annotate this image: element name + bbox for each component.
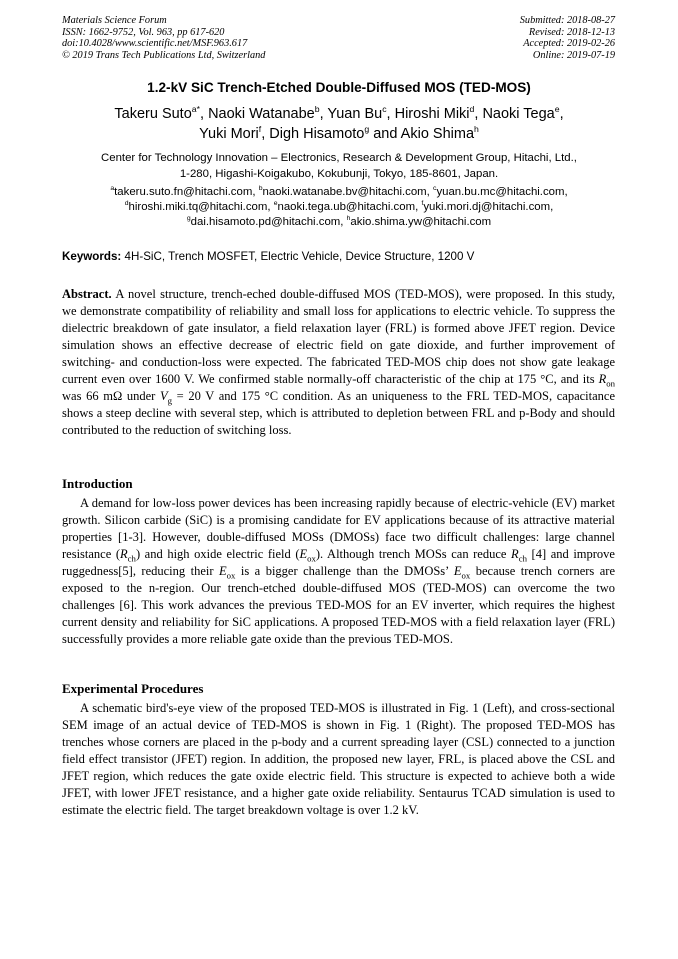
author: Takeru Suto$^{a*}$ xyxy=(114,104,200,122)
date-revised: Revised: 2018-12-13 xyxy=(528,26,615,38)
email-list: $^a$takeru.suto.fn@hitachi.com, $^b$naoki.watanabe.bv@hitachi.com, $^c$yuan.bu.mc@hitachi.com, $^d$hiroshi.miki.tq@hitachi.com, $^e$naoki.tega.ub@hitachi.com, $^f$yuki.mori.dj@hitachi.com, $^g$dai.hisamoto.pd@hitachi.com, $^h$akio.shima.yw@hitachi.com xyxy=(110,185,568,228)
section-heading-introduction: Introduction xyxy=(62,476,133,491)
author: Digh Hisamoto$^g$ xyxy=(269,124,370,142)
date-online: Online: 2019-07-19 xyxy=(532,49,615,61)
keywords-text: 4H-SiC, Trench MOSFET, Electric Vehicle, Device Structure, 1200 V xyxy=(124,250,475,263)
author-list: Takeru Suto$^{a*}$, Naoki Watanabe$^b$, Yuan Bu$^c$, Hiroshi Miki$^d$, Naoki Tega$^e$, Yuki Mori$^f$, Digh Hisamoto$^g$ and Akio Shima$^h$ xyxy=(114,104,564,142)
author: Akio Shima$^h$ xyxy=(400,124,479,142)
email[interactable]: $^a$takeru.suto.fn@hitachi.com xyxy=(110,185,253,198)
affiliation: Center for Technology Innovation – Electronics, Research & Development Group, Hitachi, Ltd., 1-280, Higashi-Koigakubo, Kokubunji, Tokyo, 185-8601, Japan. xyxy=(101,152,577,180)
author: Yuan Bu$^c$ xyxy=(327,104,387,122)
email[interactable]: $^d$hiroshi.miki.tq@hitachi.com xyxy=(124,200,268,213)
email[interactable]: $^b$naoki.watanabe.bv@hitachi.com xyxy=(258,185,427,198)
paper-title: 1.2-kV SiC Trench-Etched Double-Diffused MOS (TED-MOS) xyxy=(147,80,531,95)
journal-header-left xyxy=(62,15,265,61)
date-submitted: Submitted: 2018-08-27 xyxy=(519,15,615,26)
journal-issn: ISSN: 1662-9752, Vol. 963, pp 617-620 xyxy=(62,26,225,38)
email[interactable]: $^e$naoki.tega.ub@hitachi.com xyxy=(273,200,416,213)
email[interactable]: $^g$dai.hisamoto.pd@hitachi.com xyxy=(186,215,341,228)
author: Naoki Watanabe$^b$ xyxy=(208,104,320,122)
abstract: Abstract. A novel structure, trench-eched double-diffused MOS (TED-MOS), were proposed. In this study, we demonstrate compatibility of reliability and small loss for applications to electric vehicle. To suppress the dielectric breakdown of gate insulator, a field relaxation layer (FRL) is formed above JFET region. Device simulation shows an effective decrease of electric field on gate dioxide, and further improvement of switching- and conduction-loss were expected. The fabricated TED-MOS chip does not show gate leakage current even over 1600 V. We confirmed stable normally-off characteristic of the chip at 175 °C, and its $R_{on}$ was 66 mΩ under $V_g = 20$ V and 175 °C condition. As an uniqueness to the FRL TED-MOS, capacitance shows a steep decline with several step, which is attributed to depletion between FRL and p-Body and should contributed to the reduction of switching loss. xyxy=(62,287,616,437)
keywords xyxy=(62,250,622,263)
experimental-paragraph: A schematic bird's-eye view of the proposed TED-MOS is illustrated in Fig. 1 (Left), and cross-sectional SEM image of an actual device of TED-MOS is shown in Fig. 1 (Right). The proposed TED-MOS has trenches whose corners are placed in the p-body and a current spreading layer (CSL) connected to a junction field effect transistor (JFET) region. In addition, the proposed new layer, FRL, is placed above the CSL and JFET region, which reduces the gate oxide electric field. This structure is expected to achieve both a wide JFET, with lower JFET resistance, and a higher gate oxide reliability. Sentaurus TCAD simulation is used to estimate the electric field. The target breakdown voltage is over 1.2 kV. xyxy=(62,701,615,817)
section-heading-experimental: Experimental Procedures xyxy=(62,681,204,696)
author: Yuki Mori$^f$ xyxy=(199,124,262,142)
journal-header-right xyxy=(520,15,615,61)
date-accepted: Accepted: 2019-02-26 xyxy=(523,38,615,50)
journal-copyright: © 2019 Trans Tech Publications Ltd, Switzerland xyxy=(62,49,266,61)
journal-doi: doi:10.4028/www.scientific.net/MSF.963.617 xyxy=(62,38,248,50)
introduction-paragraph: A demand for low-loss power devices has been increasing rapidly because of electric-vehicle (EV) market growth. Silicon carbide (SiC) is a promising candidate for EV applications because of its attractive material properties [1-3]. However, double-diffused MOSs (DMOSs) face two difficult challenges: large channel resistance $(R_{ch})$ and high oxide electric field $(E_{ox})$. Although trench MOSs can reduce $R_{ch}$ [4] and improve ruggedness[5], reducing their $E_{ox}$ is a bigger challenge than the DMOSs’ $E_{ox}$ because trench corners are exposed to the n-region. Our trench-etched double-diffused MOS (TED-MOS) can overcome the two challenges [6]. This work advances the previous TED-MOS for an EV inverter, which requires the highest current density and reliability for SiC applications. A proposed TED-MOS with a field relaxation layer (FRL) successfully provides a more reliable gate oxide than the previous TED-MOS. xyxy=(62,496,615,646)
email[interactable]: $^f$yuki.mori.dj@hitachi.com xyxy=(421,200,551,213)
email[interactable]: $^c$yuan.bu.mc@hitachi.com xyxy=(433,185,565,198)
keywords-label: Keywords: xyxy=(62,250,122,263)
abstract-label: Abstract. xyxy=(62,287,112,301)
author: Naoki Tega$^e$ xyxy=(482,104,560,122)
email[interactable]: $^h$akio.shima.yw@hitachi.com xyxy=(346,215,492,228)
author: Hiroshi Miki$^d$ xyxy=(394,104,475,122)
journal-name: Materials Science Forum xyxy=(62,15,167,26)
